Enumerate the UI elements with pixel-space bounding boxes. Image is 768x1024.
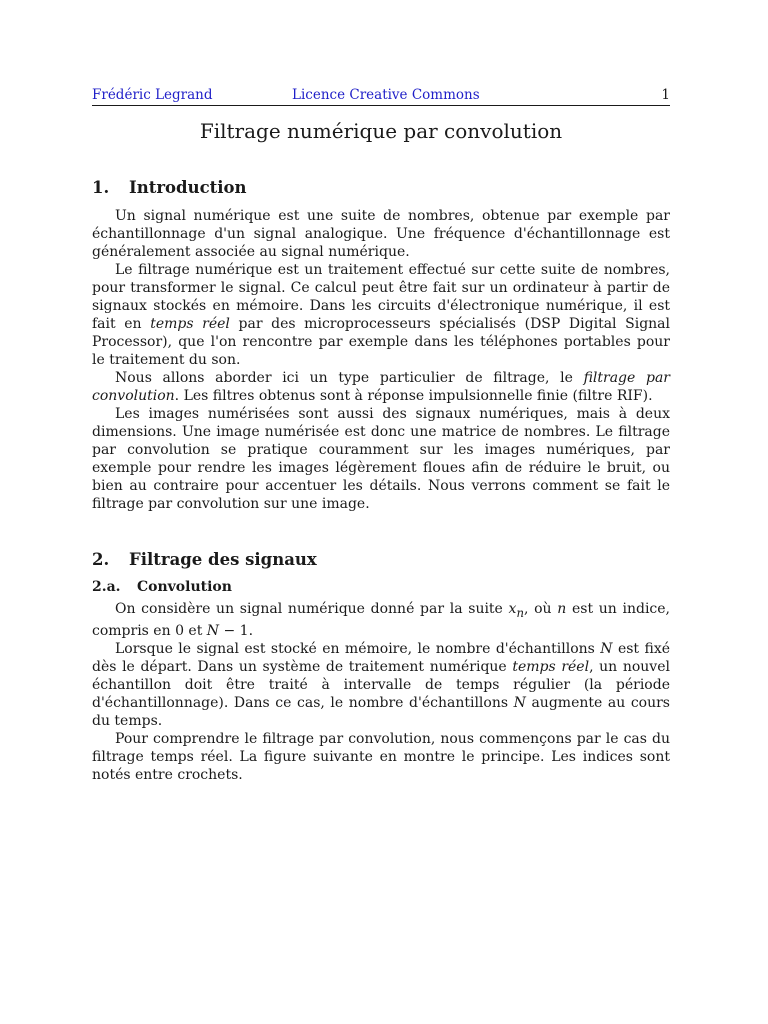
paragraph-text: Lorsque le signal est stocké en mémoire, le nombre d'échantillons [115,640,601,657]
math-variable: N [513,694,526,711]
paragraph-text: est fixé dès le départ. Dans un système de traitement numérique [92,640,670,675]
paragraph [92,207,670,261]
section-heading-introduction [92,178,670,198]
paragraph [92,730,670,784]
section-heading-filtrage-des-signaux [92,550,670,570]
math-variable: x [508,601,517,617]
emphasis-text: filtrage par convolution [92,370,670,404]
paragraph-text: par des microprocesseurs spécialisés (DSP Digital Signal Processor), que l'on rencontre par exemple dans les téléphones portables pour le traitement du son. [92,316,671,368]
math-subscript: n [516,605,524,620]
subsection-number: 2.a. [92,579,121,595]
document-body [92,178,670,784]
section-number: 2. [92,550,110,569]
paragraph-text: Pour comprendre le filtrage par convolution, nous commençons par le cas du filtrage temps réel. La figure suivante en montre le principe. Les indices sont notés entre crochets. [92,730,670,783]
paragraph-text: , où [523,601,558,617]
section-title: Filtrage des signaux [129,550,317,569]
paragraph-text: Le filtrage numérique est un traitement effectué sur cette suite de nombres, pour transformer le signal. Ce calcul peut être fait sur un ordinateur à partir de signaux stockés en mémoire. Dans les circuits d'électronique numérique, il est fait en [92,262,670,332]
paragraph-text: Les images numérisées sont aussi des signaux numériques, mais à deux dimensions. Une image numérisée est donc une matrice de nombres. Le filtrage par convolution se pratique couramment sur les images numériques, par exemple pour rendre les images légèrement floues afin de réduire le bruit, ou bien au contraire pour accentuer les détails. Nous verrons comment se fait le filtrage par convolution sur une image. [92,406,670,512]
paragraph-text: Nous allons aborder ici un type particulier de filtrage, le [115,370,584,386]
paragraph [92,261,670,369]
document-title: Filtrage numérique par convolution [199,119,563,143]
paragraph-text: Un signal numérique est une suite de nombres, obtenue par exemple par échantillonnage d'un signal analogique. Une fréquence d'échantillonnage est généralement associée au signal numérique. [92,208,670,260]
paragraph-text: . Les filtres obtenus sont à réponse impulsionnelle finie (filtre RIF). [174,388,653,404]
paragraph-text: augmente au cours du temps. [92,694,670,729]
emphasis-text: temps réel [150,316,230,332]
paragraph-text: On considère un signal numérique donné par la suite [115,601,509,617]
subsection-title: Convolution [137,579,232,595]
emphasis-text: temps réel [512,658,590,675]
subsection-heading-convolution [92,578,670,596]
running-header [92,86,670,104]
paragraph [92,640,670,730]
page-number: 1 [661,87,670,103]
paragraph [92,600,670,640]
paragraph [92,405,670,513]
math-variable: N [600,640,613,657]
header-rule [92,105,670,106]
author-link[interactable]: Frédéric Legrand [92,87,213,103]
paragraph-text: est un indice, compris en 0 et [92,601,670,639]
math-variable: N [206,622,220,639]
section-number: 1. [92,178,110,197]
paragraph-text: − 1. [219,622,254,639]
paragraph [92,369,670,405]
paragraph-text: , un nouvel échantillon doit être traité à intervalle de temps régulier (la période d'échantillonnage). Dans ce cas, le nombre d'échantillons [92,658,670,711]
section-title: Introduction [129,178,247,197]
math-variable: n [557,601,567,617]
license-link[interactable]: Licence Creative Commons [292,87,480,103]
